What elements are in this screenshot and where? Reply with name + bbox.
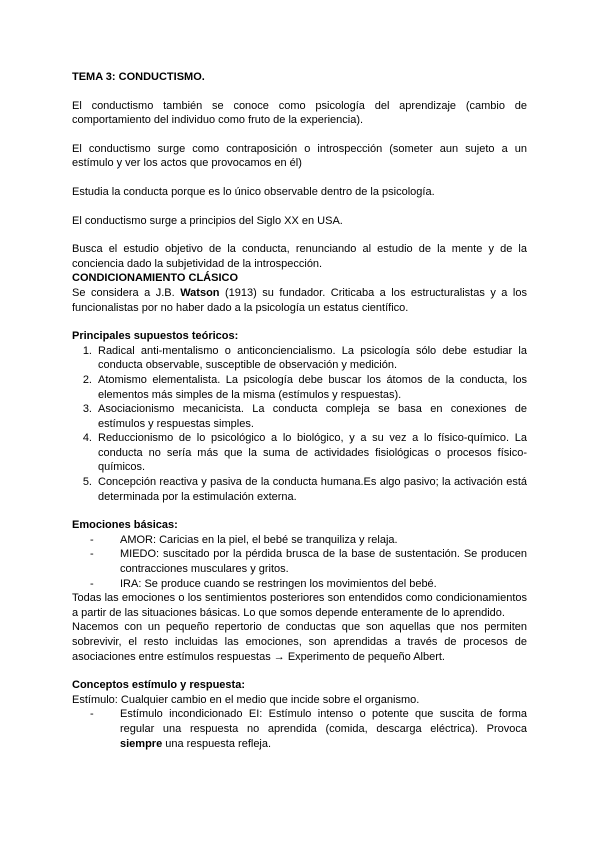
condicionamiento-text — [72, 286, 527, 315]
emociones-after-1: Todas las emociones o los sentimientos posteriores son entendidos como condicionamientos a partir de las situaciones básicas. Lo que somos depende enteramente de lo aprendido. — [72, 592, 527, 619]
condicionamiento-text-bold: Watson — [180, 286, 220, 299]
list-number: 5. — [82, 476, 92, 489]
list-text: Atomismo elementalista. La psicología debe buscar los átomos de la conducta, los elementos más simples de la misma (estímulos y respuestas). — [98, 373, 527, 401]
list-text: Concepción reactiva y pasiva de la conducta humana.Es algo pasivo; la activación está determinada por la estimulación externa. — [98, 476, 527, 503]
conceptos-list — [72, 707, 527, 751]
supuestos-item — [72, 475, 527, 504]
condicionamiento-heading: CONDICIONAMIENTO CLÁSICO — [72, 272, 239, 285]
supuestos-heading: Principales supuestos teóricos: — [72, 330, 239, 343]
conceptos-intro: Estímulo: Cualquier cambio en el medio que incide sobre el organismo. — [72, 693, 420, 706]
paragraph-definition: El conductismo también se conoce como psicología del aprendizaje (cambio de comportamiento del individuo como fruto de la experiencia). — [72, 99, 527, 127]
list-number: 1. — [82, 344, 92, 357]
list-text: MIEDO: suscitado por la pérdida brusca de la base de sustentación. Se producen contracciones musculares y gritos. — [120, 548, 527, 576]
emociones-item — [72, 547, 527, 576]
supuestos-item — [72, 373, 527, 402]
dash-bullet: - — [90, 533, 94, 546]
list-text: AMOR: Caricias en la piel, el bebé se tranquiliza y relaja. — [120, 533, 398, 546]
emociones-after-2: Nacemos con un pequeño repertorio de conductas que son aquellas que nos permiten sobrevivir, el resto incluidas las emociones, son aprendidas a través de procesos de asociaciones entre estímulos respuestas → Experimento de pequeño Albert. — [72, 621, 527, 663]
list-text — [112, 707, 527, 751]
dash-bullet: - — [90, 708, 94, 721]
list-text: Radical anti-mentalismo o anticonciencialismo. La psicología sólo debe estudiar la conducta observable, susceptible de observación y medición. — [98, 344, 527, 372]
emociones-item — [72, 577, 527, 592]
document-body — [72, 70, 527, 751]
dash-bullet: - — [90, 577, 94, 590]
list-number: 3. — [82, 403, 92, 416]
dash-bullet: - — [90, 548, 94, 561]
condicionamiento-text-post: (1913) su fundador. Criticaba a los estructuralistas y a los funcionalistas por no haber dado a la psicología un estatus científico. — [72, 286, 527, 314]
supuestos-item — [72, 431, 527, 475]
conceptos-item-post: una respuesta refleja. — [162, 737, 272, 750]
emociones-list — [72, 533, 527, 591]
supuestos-item — [72, 402, 527, 431]
paragraph-object: Estudia la conducta porque es lo único observable dentro de la psicología. — [72, 185, 435, 198]
paragraph-objective: Busca el estudio objetivo de la conducta, renunciando al estudio de la mente y de la conciencia dado la subjetividad de la introspección. — [72, 243, 527, 270]
list-text: Reduccionismo de lo psicológico a lo biológico, y a su vez a lo físico-químico. La conducta no sería más que la suma de actividades fisiológicas o procesos físico-químicos. — [98, 432, 527, 474]
list-text: Asociacionismo mecanicista. La conducta compleja se basa en conexiones de estímulos y respuestas simples. — [98, 403, 527, 430]
conceptos-item-pre: Estímulo incondicionado EI: Estímulo intenso o potente que suscita de forma regular una respuesta no aprendida (comida, descarga eléctrica). Provoca — [120, 708, 527, 735]
paragraph-century: El conductismo surge a principios del Siglo XX en USA. — [72, 214, 343, 227]
emociones-heading: Emociones básicas: — [72, 519, 178, 532]
document-title: TEMA 3: CONDUCTISMO. — [72, 71, 205, 83]
conceptos-item — [72, 707, 527, 751]
emociones-item — [72, 533, 527, 548]
list-number: 4. — [82, 432, 92, 445]
conceptos-item-bold: siempre — [120, 737, 163, 750]
supuestos-list — [72, 344, 527, 505]
list-number: 2. — [82, 373, 92, 386]
conceptos-heading: Conceptos estímulo y respuesta: — [72, 679, 245, 692]
supuestos-item — [72, 344, 527, 373]
paragraph-origin: El conductismo surge como contraposición o introspección (someter aun sujeto a un estímulo y ver los actos que provocamos en él) — [72, 142, 527, 170]
list-text: IRA: Se produce cuando se restringen los movimientos del bebé. — [120, 577, 437, 590]
condicionamiento-text-pre: Se considera a J.B. — [72, 286, 181, 299]
